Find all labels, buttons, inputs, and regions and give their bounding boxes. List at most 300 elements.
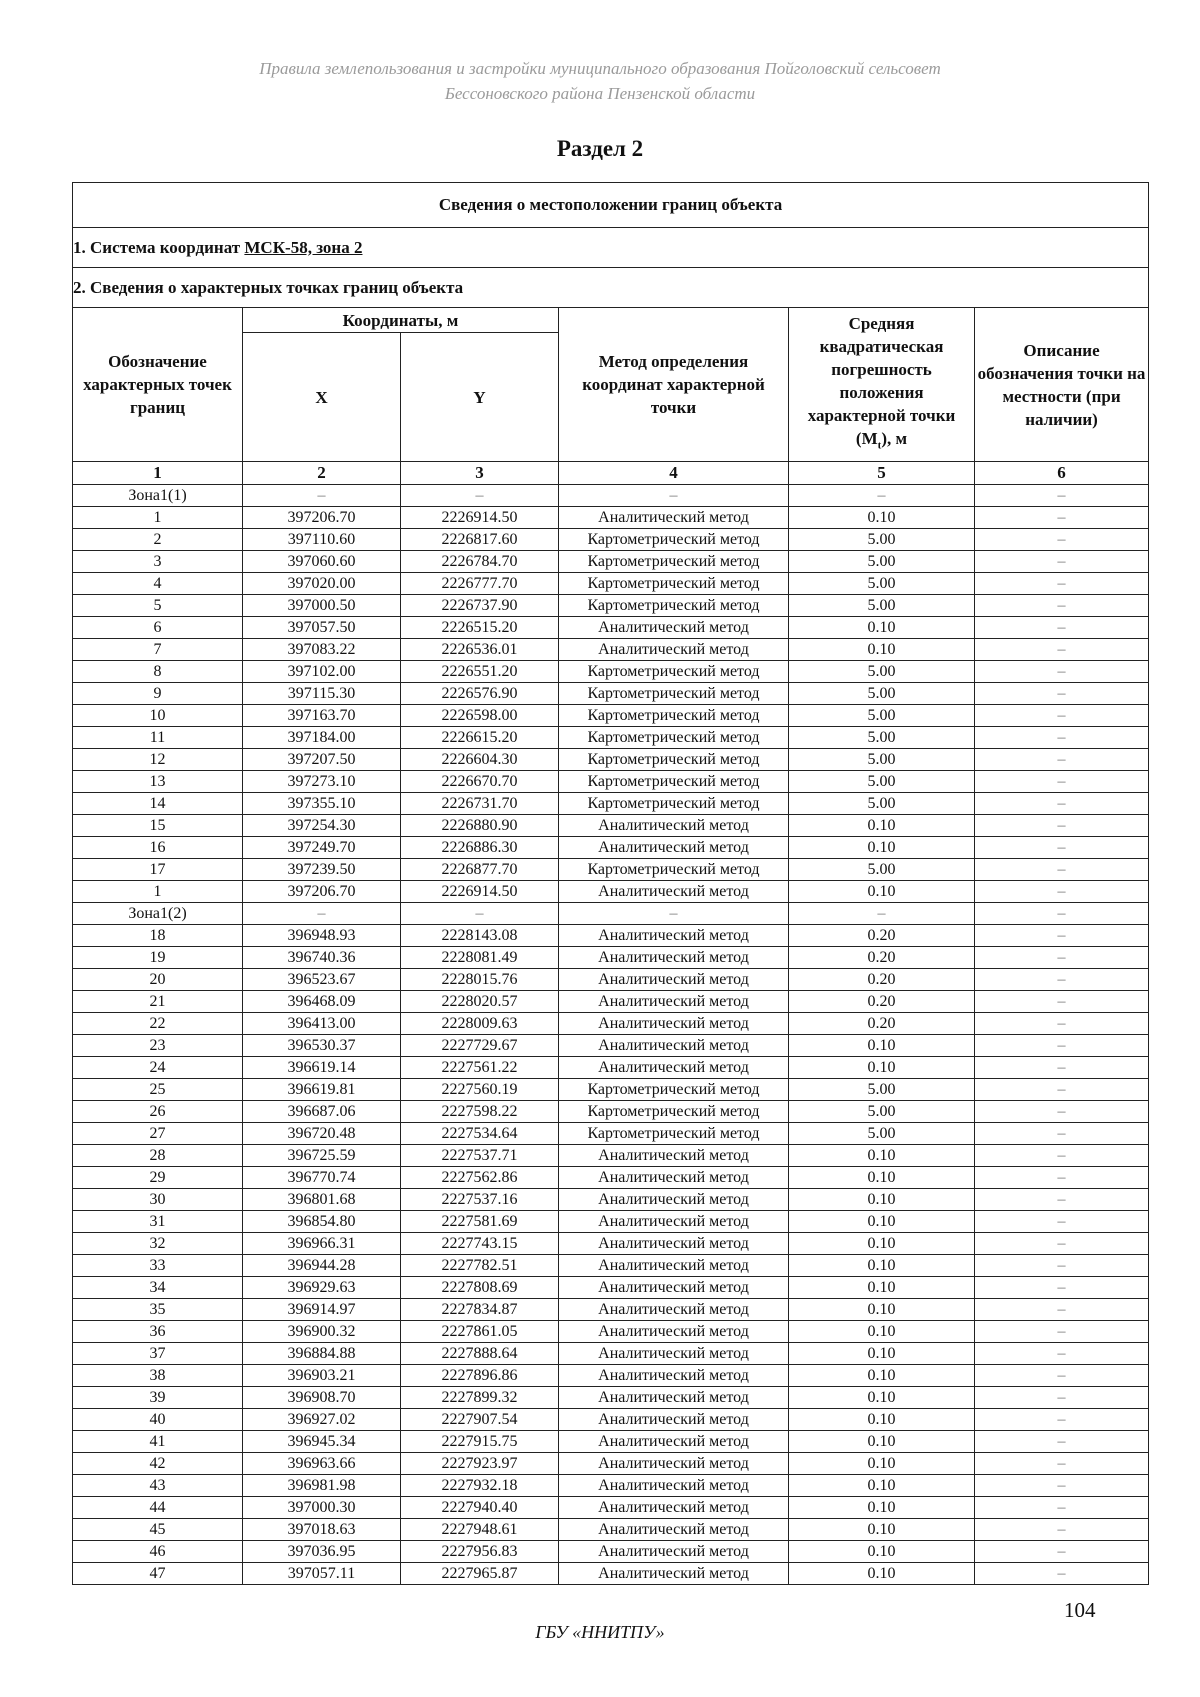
cell-x: 396981.98 (243, 1475, 401, 1497)
table-row (73, 1409, 1149, 1431)
table-row (73, 1387, 1149, 1409)
column-number: 3 (401, 462, 559, 485)
cell-x: 396619.14 (243, 1057, 401, 1079)
cell-description: – (975, 947, 1149, 969)
running-header-line-2: Бессоновского района Пензенской области (444, 84, 756, 103)
cell-description: – (975, 1101, 1149, 1123)
cell-error: 0.10 (789, 1057, 975, 1079)
cell-point: 41 (73, 1431, 243, 1453)
header-coordinates: Координаты, м (243, 308, 559, 333)
cell-y: 2226576.90 (401, 683, 559, 705)
header-method: Метод определения координат характерной точки (559, 308, 789, 462)
table-row (73, 881, 1149, 903)
cell-method: Аналитический метод (559, 1211, 789, 1233)
running-header-line-1: Правила землепользования и застройки муниципального образования Пойголовский сельсовет (259, 59, 941, 78)
cell-description: – (975, 859, 1149, 881)
cell-x: 396914.97 (243, 1299, 401, 1321)
cell-y: 2227899.32 (401, 1387, 559, 1409)
cell-method: Картометрический метод (559, 573, 789, 595)
table-row (73, 1475, 1149, 1497)
cell-x: – (243, 903, 401, 925)
cell-point: 23 (73, 1035, 243, 1057)
cell-description: – (975, 1211, 1149, 1233)
cell-description: – (975, 727, 1149, 749)
cell-method: Картометрический метод (559, 595, 789, 617)
cell-y: 2227834.87 (401, 1299, 559, 1321)
cell-point: 27 (73, 1123, 243, 1145)
cell-x: 397110.60 (243, 529, 401, 551)
cell-method: Аналитический метод (559, 837, 789, 859)
cell-y: 2227915.75 (401, 1431, 559, 1453)
cell-description: – (975, 1387, 1149, 1409)
cell-method: Аналитический метод (559, 947, 789, 969)
cell-method: Аналитический метод (559, 1321, 789, 1343)
cell-method: Аналитический метод (559, 1299, 789, 1321)
cell-x: 397000.50 (243, 595, 401, 617)
cell-point: 28 (73, 1145, 243, 1167)
table-row (73, 749, 1149, 771)
cell-point: 14 (73, 793, 243, 815)
cell-x: 396801.68 (243, 1189, 401, 1211)
cell-x: 397060.60 (243, 551, 401, 573)
cell-error: 0.10 (789, 1277, 975, 1299)
cell-y: – (401, 485, 559, 507)
table-row (73, 1013, 1149, 1035)
cell-error: 0.10 (789, 1541, 975, 1563)
cell-error: 0.20 (789, 925, 975, 947)
table-row (73, 969, 1149, 991)
cell-x: 396948.93 (243, 925, 401, 947)
cell-x: – (243, 485, 401, 507)
cell-error: 5.00 (789, 661, 975, 683)
cell-method: Аналитический метод (559, 1431, 789, 1453)
cell-method: Аналитический метод (559, 507, 789, 529)
cell-y: 2227560.19 (401, 1079, 559, 1101)
cell-point: 20 (73, 969, 243, 991)
footer: ГБУ «ННИТПУ» (535, 1622, 665, 1642)
cell-x: 397083.22 (243, 639, 401, 661)
cell-description: – (975, 1057, 1149, 1079)
cell-error: 0.20 (789, 1013, 975, 1035)
header-error: Средняя квадратическая погрешность положения характерной точки $(M_t)$, м (789, 308, 975, 462)
page-number: 104 (1064, 1598, 1096, 1622)
cell-method: Картометрический метод (559, 771, 789, 793)
table-row (73, 507, 1149, 529)
cell-description: – (975, 1277, 1149, 1299)
cell-method: Аналитический метод (559, 1519, 789, 1541)
cell-point: 21 (73, 991, 243, 1013)
cell-description: – (975, 595, 1149, 617)
cell-description: – (975, 1519, 1149, 1541)
table-row (73, 903, 1149, 925)
table-row (73, 727, 1149, 749)
cell-method: Аналитический метод (559, 1057, 789, 1079)
cell-method: Аналитический метод (559, 1167, 789, 1189)
cell-point: Зона1(2) (73, 903, 243, 925)
cell-description: – (975, 1475, 1149, 1497)
cell-y: 2226731.70 (401, 793, 559, 815)
cell-y: 2228143.08 (401, 925, 559, 947)
cell-y: 2227598.22 (401, 1101, 559, 1123)
cell-method: Аналитический метод (559, 925, 789, 947)
table-row (73, 1497, 1149, 1519)
cell-method: Аналитический метод (559, 1233, 789, 1255)
cell-method: Аналитический метод (559, 639, 789, 661)
cell-point: 36 (73, 1321, 243, 1343)
cell-x: 397057.11 (243, 1563, 401, 1585)
cell-x: 397239.50 (243, 859, 401, 881)
cell-description: – (975, 837, 1149, 859)
cell-point: 16 (73, 837, 243, 859)
cell-point: 1 (73, 507, 243, 529)
cell-error: 0.10 (789, 1145, 975, 1167)
cell-point: 39 (73, 1387, 243, 1409)
cell-error: 0.10 (789, 1035, 975, 1057)
cell-x: 396770.74 (243, 1167, 401, 1189)
cell-x: 396468.09 (243, 991, 401, 1013)
cell-error: 0.10 (789, 1233, 975, 1255)
cell-point: 43 (73, 1475, 243, 1497)
table-row (73, 683, 1149, 705)
table-row (73, 595, 1149, 617)
cell-method: Картометрический метод (559, 661, 789, 683)
cell-point: 38 (73, 1365, 243, 1387)
cell-description: – (975, 815, 1149, 837)
cell-x: 396927.02 (243, 1409, 401, 1431)
cell-method: Картометрический метод (559, 529, 789, 551)
cell-point: Зона1(1) (73, 485, 243, 507)
cell-method: Аналитический метод (559, 1563, 789, 1585)
table-row (73, 1365, 1149, 1387)
cell-x: 396929.63 (243, 1277, 401, 1299)
cell-point: 3 (73, 551, 243, 573)
cell-error: 5.00 (789, 595, 975, 617)
cell-x: 397249.70 (243, 837, 401, 859)
cell-description: – (975, 617, 1149, 639)
cell-point: 37 (73, 1343, 243, 1365)
cell-description: – (975, 749, 1149, 771)
table-row (73, 1167, 1149, 1189)
coordinate-system-row (73, 228, 1149, 268)
table-row (73, 573, 1149, 595)
column-number: 2 (243, 462, 401, 485)
cell-error: 0.10 (789, 1211, 975, 1233)
cell-x: 396530.37 (243, 1035, 401, 1057)
cell-error: – (789, 903, 975, 925)
cell-method: Картометрический метод (559, 683, 789, 705)
cell-point: 19 (73, 947, 243, 969)
cell-x: 396523.67 (243, 969, 401, 991)
cell-point: 17 (73, 859, 243, 881)
cell-y: 2227888.64 (401, 1343, 559, 1365)
cell-y: 2227743.15 (401, 1233, 559, 1255)
cell-point: 12 (73, 749, 243, 771)
table-row (73, 1233, 1149, 1255)
cell-error: 0.10 (789, 1431, 975, 1453)
cell-point: 34 (73, 1277, 243, 1299)
cell-description: – (975, 705, 1149, 727)
cell-x: 396854.80 (243, 1211, 401, 1233)
table-row (73, 1431, 1149, 1453)
cell-description: – (975, 683, 1149, 705)
table-row (73, 551, 1149, 573)
cell-description: – (975, 551, 1149, 573)
cell-description: – (975, 639, 1149, 661)
cell-error: 0.10 (789, 837, 975, 859)
cell-x: 397355.10 (243, 793, 401, 815)
cell-x: 396963.66 (243, 1453, 401, 1475)
cell-y: 2227562.86 (401, 1167, 559, 1189)
cell-error: 0.10 (789, 639, 975, 661)
cell-x: 396687.06 (243, 1101, 401, 1123)
cell-method: Аналитический метод (559, 1035, 789, 1057)
cell-point: 35 (73, 1299, 243, 1321)
cell-y: 2228020.57 (401, 991, 559, 1013)
cell-error: 0.10 (789, 1255, 975, 1277)
cell-method: Аналитический метод (559, 815, 789, 837)
cell-point: 33 (73, 1255, 243, 1277)
cell-error: 0.10 (789, 1343, 975, 1365)
cell-y: 2227808.69 (401, 1277, 559, 1299)
cell-x: 397163.70 (243, 705, 401, 727)
section-title: Раздел 2 (556, 136, 644, 161)
cell-x: 396900.32 (243, 1321, 401, 1343)
cell-description: – (975, 1233, 1149, 1255)
cell-y: 2226670.70 (401, 771, 559, 793)
cell-y: 2226777.70 (401, 573, 559, 595)
column-number: 4 (559, 462, 789, 485)
cell-error: 0.20 (789, 969, 975, 991)
cell-x: 397273.10 (243, 771, 401, 793)
cell-x: 396725.59 (243, 1145, 401, 1167)
cell-y: 2227965.87 (401, 1563, 559, 1585)
cell-error: 5.00 (789, 529, 975, 551)
cell-y: 2226880.90 (401, 815, 559, 837)
cell-method: Аналитический метод (559, 1013, 789, 1035)
table-row (73, 859, 1149, 881)
cell-method: Аналитический метод (559, 1189, 789, 1211)
cell-method: Картометрический метод (559, 1123, 789, 1145)
cell-description: – (975, 529, 1149, 551)
cell-x: 397036.95 (243, 1541, 401, 1563)
cell-point: 22 (73, 1013, 243, 1035)
cell-error: 0.10 (789, 1167, 975, 1189)
cell-error: 0.10 (789, 1189, 975, 1211)
cell-error: 0.20 (789, 947, 975, 969)
cell-method: Картометрический метод (559, 705, 789, 727)
cell-y: 2227907.54 (401, 1409, 559, 1431)
cell-error: 5.00 (789, 1101, 975, 1123)
cell-x: 397020.00 (243, 573, 401, 595)
cell-y: 2226886.30 (401, 837, 559, 859)
cell-description: – (975, 793, 1149, 815)
table-row (73, 639, 1149, 661)
cell-point: 4 (73, 573, 243, 595)
table-row (73, 837, 1149, 859)
cell-x: 397206.70 (243, 881, 401, 903)
cell-x: 397102.00 (243, 661, 401, 683)
boundary-points-table (72, 182, 1149, 1585)
cell-y: 2227782.51 (401, 1255, 559, 1277)
table-row (73, 1255, 1149, 1277)
cell-description: – (975, 661, 1149, 683)
cell-y: 2227537.71 (401, 1145, 559, 1167)
cell-y: 2226615.20 (401, 727, 559, 749)
cell-error: 5.00 (789, 1123, 975, 1145)
header-description: Описание обозначения точки на местности (при наличии) (975, 308, 1149, 462)
cell-description: – (975, 1365, 1149, 1387)
cell-error: 5.00 (789, 1079, 975, 1101)
table-row (73, 1079, 1149, 1101)
cell-y: 2226737.90 (401, 595, 559, 617)
cell-point: 40 (73, 1409, 243, 1431)
cell-y: 2227896.86 (401, 1365, 559, 1387)
cell-x: 396619.81 (243, 1079, 401, 1101)
cell-error: 5.00 (789, 859, 975, 881)
cell-error: 5.00 (789, 573, 975, 595)
cell-method: Аналитический метод (559, 1255, 789, 1277)
cell-error: 5.00 (789, 727, 975, 749)
cell-method: Аналитический метод (559, 1475, 789, 1497)
cell-point: 44 (73, 1497, 243, 1519)
cell-error: 0.10 (789, 617, 975, 639)
cell-description: – (975, 1343, 1149, 1365)
table-row (73, 1519, 1149, 1541)
running-header (0, 56, 1200, 106)
cell-x: 397000.30 (243, 1497, 401, 1519)
cell-point: 24 (73, 1057, 243, 1079)
table-row (73, 1299, 1149, 1321)
table-row (73, 1057, 1149, 1079)
table-title: Сведения о местоположении границ объекта (73, 183, 1149, 228)
cell-point: 9 (73, 683, 243, 705)
cell-description: – (975, 1123, 1149, 1145)
cell-y: 2228009.63 (401, 1013, 559, 1035)
cell-y: 2226598.00 (401, 705, 559, 727)
cell-method: Аналитический метод (559, 1145, 789, 1167)
cell-x: 397115.30 (243, 683, 401, 705)
table-row (73, 771, 1149, 793)
table-row (73, 1453, 1149, 1475)
table-row (73, 947, 1149, 969)
cell-point: 42 (73, 1453, 243, 1475)
cell-point: 5 (73, 595, 243, 617)
cell-error: 0.10 (789, 1409, 975, 1431)
column-numbers-row (73, 462, 1149, 485)
table-row (73, 705, 1149, 727)
cell-y: 2227537.16 (401, 1189, 559, 1211)
cell-method: Картометрический метод (559, 1079, 789, 1101)
cell-y: 2227534.64 (401, 1123, 559, 1145)
cell-y: 2227956.83 (401, 1541, 559, 1563)
cell-y: 2226551.20 (401, 661, 559, 683)
cell-error: 0.10 (789, 1475, 975, 1497)
table-row (73, 1189, 1149, 1211)
coordinate-system-value: МСК-58, зона 2 (244, 237, 363, 257)
table-row (73, 1101, 1149, 1123)
cell-method: Аналитический метод (559, 1365, 789, 1387)
cell-method: Аналитический метод (559, 1387, 789, 1409)
cell-y: 2226914.50 (401, 507, 559, 529)
cell-point: 2 (73, 529, 243, 551)
table-row (73, 617, 1149, 639)
cell-x: 396903.21 (243, 1365, 401, 1387)
cell-y: 2226536.01 (401, 639, 559, 661)
coordinate-system-label: 1. Система координат (73, 237, 245, 257)
cell-description: – (975, 1563, 1149, 1585)
cell-description: – (975, 771, 1149, 793)
cell-method: Аналитический метод (559, 1453, 789, 1475)
cell-error: – (789, 485, 975, 507)
cell-point: 46 (73, 1541, 243, 1563)
table-row (73, 991, 1149, 1013)
cell-description: – (975, 1321, 1149, 1343)
column-number: 1 (73, 462, 243, 485)
cell-method: Аналитический метод (559, 881, 789, 903)
cell-error: 5.00 (789, 793, 975, 815)
cell-description: – (975, 1497, 1149, 1519)
cell-description: – (975, 507, 1149, 529)
cell-point: 32 (73, 1233, 243, 1255)
cell-y: 2227940.40 (401, 1497, 559, 1519)
header-point: Обозначение характерных точек границ (73, 308, 243, 462)
cell-y: – (401, 903, 559, 925)
cell-error: 0.10 (789, 815, 975, 837)
cell-description: – (975, 1035, 1149, 1057)
cell-point: 45 (73, 1519, 243, 1541)
points-section-title: 2. Сведения о характерных точках границ объекта (73, 268, 1149, 308)
cell-method: Картометрический метод (559, 749, 789, 771)
table-row (73, 485, 1149, 507)
cell-x: 397057.50 (243, 617, 401, 639)
cell-point: 11 (73, 727, 243, 749)
cell-method: Картометрический метод (559, 793, 789, 815)
cell-method: Картометрический метод (559, 1101, 789, 1123)
cell-y: 2228015.76 (401, 969, 559, 991)
cell-x: 396740.36 (243, 947, 401, 969)
cell-method: Аналитический метод (559, 969, 789, 991)
cell-x: 397254.30 (243, 815, 401, 837)
cell-x: 397184.00 (243, 727, 401, 749)
cell-y: 2227948.61 (401, 1519, 559, 1541)
cell-description: – (975, 1079, 1149, 1101)
cell-y: 2227923.97 (401, 1453, 559, 1475)
cell-description: – (975, 1299, 1149, 1321)
cell-y: 2226914.50 (401, 881, 559, 903)
cell-description: – (975, 1013, 1149, 1035)
table-row (73, 1123, 1149, 1145)
cell-method: Аналитический метод (559, 617, 789, 639)
cell-point: 31 (73, 1211, 243, 1233)
cell-method: Аналитический метод (559, 991, 789, 1013)
cell-x: 396720.48 (243, 1123, 401, 1145)
table-row (73, 529, 1149, 551)
cell-error: 0.10 (789, 1321, 975, 1343)
cell-method: Аналитический метод (559, 1497, 789, 1519)
table-row (73, 1563, 1149, 1585)
cell-description: – (975, 1431, 1149, 1453)
cell-error: 5.00 (789, 705, 975, 727)
column-number: 6 (975, 462, 1149, 485)
cell-method: Картометрический метод (559, 551, 789, 573)
cell-description: – (975, 1541, 1149, 1563)
cell-y: 2226515.20 (401, 617, 559, 639)
cell-x: 396413.00 (243, 1013, 401, 1035)
cell-error: 0.10 (789, 1299, 975, 1321)
cell-error: 0.10 (789, 1453, 975, 1475)
header-x: X (243, 333, 401, 462)
cell-x: 396884.88 (243, 1343, 401, 1365)
